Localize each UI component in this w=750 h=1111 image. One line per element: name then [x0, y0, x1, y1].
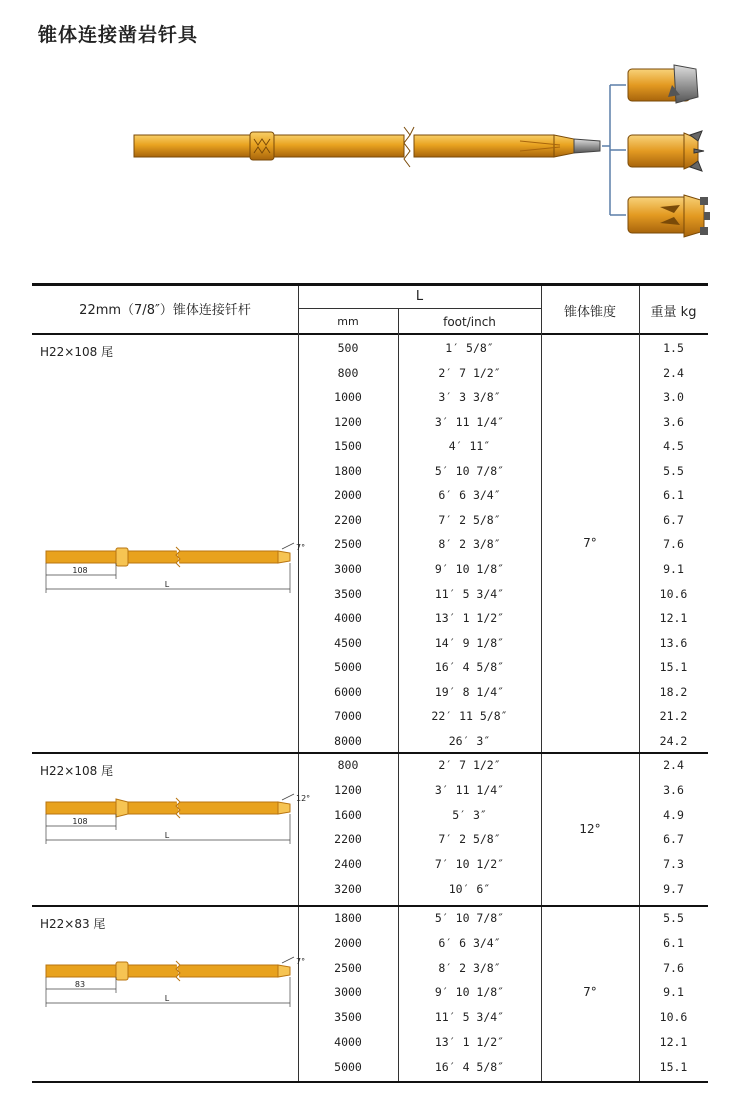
row-foot-inch: 11′ 5 3/4″ [434, 1010, 505, 1025]
row-foot-inch: 6′ 6 3/4″ [438, 488, 501, 503]
header-foot-inch: foot/inch [443, 315, 496, 329]
dim-shank-label: 108 [72, 566, 88, 575]
section-label: H22×108 尾 [40, 764, 114, 778]
row-mm: 2000 [334, 935, 362, 950]
row-weight: 13.6 [659, 635, 688, 650]
section-taper: 7° [583, 535, 597, 550]
rod-shank [46, 551, 118, 563]
row-mm: 1800 [334, 463, 362, 478]
dim-angle-label: 12° [296, 794, 311, 803]
header-product: 22mm（7/8″）锥体连接钎杆 [79, 303, 251, 318]
section-label: H22×83 尾 [40, 917, 106, 931]
section-taper: 7° [583, 985, 597, 999]
row-weight: 6.1 [663, 488, 684, 503]
section-taper: 12° [579, 821, 601, 836]
row-foot-inch: 5′ 10 7/8″ [434, 911, 505, 925]
row-mm: 2500 [334, 960, 362, 975]
rod-taper-end [278, 551, 290, 563]
header-divider-L [298, 308, 541, 309]
row-weight: 3.6 [663, 414, 684, 429]
rod-body [128, 551, 278, 563]
dim-shank-label: 83 [74, 980, 86, 989]
row-foot-inch: 4′ 11″ [448, 439, 491, 454]
row-mm: 2000 [334, 488, 362, 503]
header-mm: mm [337, 315, 359, 328]
row-weight: 1.5 [663, 341, 684, 355]
row-weight: 3.6 [663, 782, 684, 797]
row-foot-inch: 8′ 2 3/8″ [438, 537, 501, 552]
row-mm: 5000 [334, 1059, 362, 1074]
row-mm: 7000 [334, 709, 362, 724]
row-weight: 6.1 [663, 935, 684, 950]
chisel-bit [628, 65, 698, 103]
row-foot-inch: 26′ 3″ [448, 733, 491, 748]
row-mm: 800 [337, 365, 359, 380]
row-mm: 3500 [334, 1010, 362, 1025]
row-mm: 4000 [334, 611, 362, 626]
dim-length-label: L [164, 994, 170, 1003]
col-rule-3 [541, 286, 542, 1083]
row-weight: 15.1 [659, 1059, 688, 1074]
dim-shank-label: 108 [72, 817, 88, 826]
rod-body [128, 802, 278, 814]
row-foot-inch: 7′ 2 5/8″ [438, 512, 501, 527]
row-weight: 6.7 [663, 512, 684, 527]
row-weight: 4.5 [663, 439, 684, 454]
row-mm: 2200 [334, 832, 362, 847]
row-foot-inch: 16′ 4 5/8″ [434, 660, 505, 675]
dim-angle-label: 7° [296, 957, 306, 966]
header-L: L [415, 289, 424, 304]
row-weight: 7.3 [663, 857, 684, 872]
row-foot-inch: 1′ 5/8″ [445, 341, 494, 355]
row-foot-inch: 7′ 10 1/2″ [434, 857, 505, 872]
row-weight: 9.7 [663, 882, 684, 896]
row-foot-inch: 2′ 7 1/2″ [438, 758, 501, 772]
row-mm: 3200 [334, 882, 362, 896]
row-weight: 7.6 [663, 537, 684, 552]
row-mm: 1000 [334, 390, 362, 405]
row-foot-inch: 5′ 10 7/8″ [434, 463, 505, 478]
row-foot-inch: 19′ 8 1/4″ [434, 684, 505, 699]
rod-taper-end [278, 802, 290, 814]
row-foot-inch: 6′ 6 3/4″ [438, 935, 501, 950]
hero-illustration [0, 55, 750, 255]
row-weight: 2.4 [663, 758, 684, 772]
rod-collar [116, 799, 128, 817]
row-mm: 1600 [334, 807, 362, 822]
drill-rod [134, 127, 600, 167]
button-bit [628, 195, 710, 237]
connector-bracket [602, 85, 626, 215]
angle-leader [282, 794, 294, 800]
row-weight: 10.6 [659, 1010, 688, 1025]
row-mm: 5000 [334, 660, 362, 675]
row-foot-inch: 7′ 2 5/8″ [438, 832, 501, 847]
row-weight: 4.9 [663, 807, 684, 822]
row-weight: 12.1 [659, 611, 688, 626]
row-weight: 24.2 [659, 733, 688, 748]
row-foot-inch: 9′ 10 1/8″ [434, 561, 505, 576]
row-mm: 4000 [334, 1035, 362, 1049]
row-weight: 3.0 [663, 390, 684, 405]
rod-shank [46, 965, 118, 977]
row-foot-inch: 16′ 4 5/8″ [434, 1059, 505, 1074]
row-mm: 1800 [334, 911, 362, 925]
section-divider [32, 752, 708, 754]
header-taper: 锥体锥度 [563, 305, 616, 320]
row-foot-inch: 3′ 11 1/4″ [434, 782, 505, 797]
table-bottom-rule [32, 1081, 708, 1083]
rod-collar [116, 962, 128, 980]
row-foot-inch: 8′ 2 3/8″ [438, 960, 501, 975]
row-foot-inch: 9′ 10 1/8″ [434, 985, 505, 1000]
row-foot-inch: 10′ 6″ [448, 882, 491, 896]
row-foot-inch: 3′ 3 3/8″ [438, 390, 501, 405]
row-foot-inch: 14′ 9 1/8″ [434, 635, 505, 650]
row-mm: 500 [337, 341, 359, 355]
row-foot-inch: 3′ 11 1/4″ [434, 414, 505, 429]
header-bottom-rule [32, 333, 708, 335]
rod-collar [116, 548, 128, 566]
table-top-rule [32, 283, 708, 286]
rod-drawing [44, 957, 306, 1017]
row-weight: 5.5 [663, 463, 684, 478]
row-foot-inch: 13′ 1 1/2″ [434, 1035, 505, 1049]
rod-taper-end [278, 965, 290, 977]
header-weight: 重量 kg [650, 305, 697, 320]
row-weight: 9.1 [663, 985, 684, 1000]
cross-bit [628, 131, 704, 171]
row-mm: 2200 [334, 512, 362, 527]
row-weight: 9.1 [663, 561, 684, 576]
angle-leader [282, 543, 294, 549]
section-label: H22×108 尾 [40, 345, 114, 359]
page-title: 锥体连接凿岩钎具 [38, 24, 199, 46]
row-foot-inch: 2′ 7 1/2″ [438, 365, 501, 380]
dim-length-label: L [164, 580, 170, 589]
row-weight: 21.2 [659, 709, 688, 724]
row-foot-inch: 5′ 3″ [452, 807, 487, 822]
row-mm: 2500 [334, 537, 362, 552]
row-mm: 3000 [334, 561, 362, 576]
row-weight: 10.6 [659, 586, 688, 601]
rod-body [128, 965, 278, 977]
row-foot-inch: 22′ 11 5/8″ [431, 709, 508, 724]
row-mm: 6000 [334, 684, 362, 699]
row-mm: 4500 [334, 635, 362, 650]
row-mm: 3500 [334, 586, 362, 601]
row-mm: 3000 [334, 985, 362, 1000]
rod-shank [46, 802, 118, 814]
rod-drawing [44, 543, 306, 603]
angle-leader [282, 957, 294, 963]
row-weight: 18.2 [659, 684, 688, 699]
dim-length-label: L [164, 831, 170, 840]
row-weight: 7.6 [663, 960, 684, 975]
row-mm: 2400 [334, 857, 362, 872]
row-mm: 1500 [334, 439, 362, 454]
section-divider [32, 905, 708, 907]
row-weight: 12.1 [659, 1035, 688, 1049]
row-mm: 8000 [334, 733, 362, 748]
dim-angle-label: 7° [296, 543, 306, 552]
rod-drawing [44, 794, 311, 854]
row-foot-inch: 13′ 1 1/2″ [434, 611, 505, 626]
row-weight: 15.1 [659, 660, 688, 675]
row-mm: 800 [337, 758, 359, 772]
row-weight: 5.5 [663, 911, 684, 925]
row-weight: 6.7 [663, 832, 684, 847]
row-mm: 1200 [334, 414, 362, 429]
row-foot-inch: 11′ 5 3/4″ [434, 586, 505, 601]
row-weight: 2.4 [663, 365, 684, 380]
row-mm: 1200 [334, 782, 362, 797]
